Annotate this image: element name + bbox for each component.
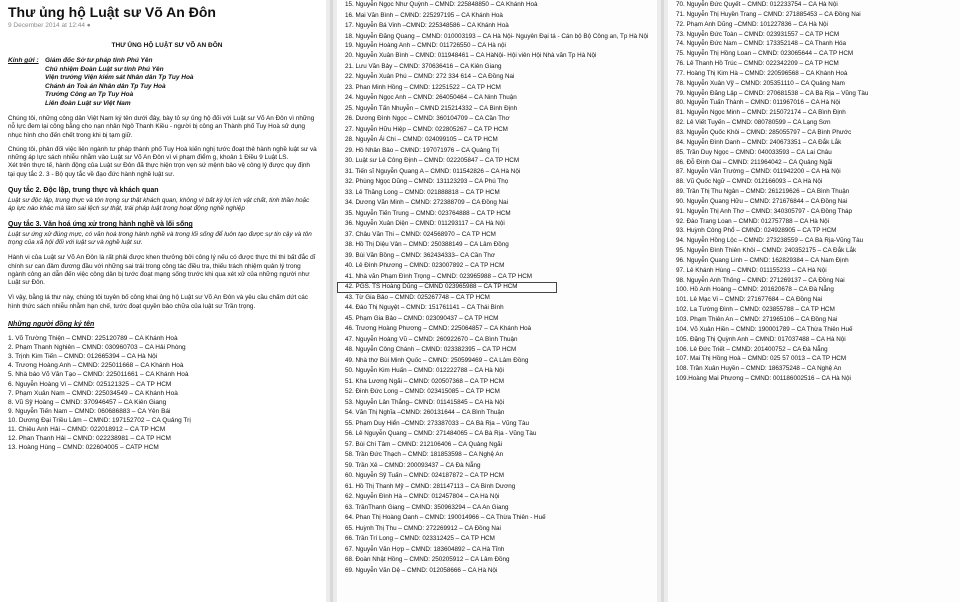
signer-entry: 15. Nguyễn Ngọc Như Quỳnh – CMND: 225848850 – CA Khánh Hoà: [345, 1, 538, 8]
signer-entry: 66. Trần Trí Long – CMND: 023312425 – CA TP HCM: [345, 535, 495, 542]
signer-entry: 58. Trần Đức Thạch – CMND: 181853598 – CA Nghệ An: [345, 451, 504, 458]
signer-entry: 87. Nguyễn Văn Trường – CMND: 011942200 – CA Hà Nội: [676, 168, 841, 176]
signer-entry: 85. Trần Duy Ngọc – CMND: 040033593 – CA Lai Châu: [676, 148, 832, 156]
signer-entry: 54. Văn Thị Nghĩa –CMND: 260131644 – CA Bình Thuận: [345, 409, 505, 416]
signer-entry: 45. Phạm Gia Bảo – CMND: 023090437 – CA TP HCM: [345, 314, 499, 322]
signer-entry: 3. Trịnh Kim Tiến – CMND: 012665394 – CA Hà Nội: [8, 353, 158, 361]
signer-entry: 4. Trương Hoàng Anh – CMND: 225011668 – CA Khánh Hoà: [8, 362, 184, 370]
signer-entry: 103. Phạm Thiên An – CMND: 271965106 – CA Đồng Nai: [676, 316, 838, 323]
signer-entry: 96. Nguyễn Quang Linh – CMND: 162829384 – CA Nam Định: [676, 256, 849, 264]
signer-entry: 53. Nguyễn Lân Thắng– CMND: 011415845 – CA Hà Nội: [345, 398, 505, 406]
paragraph-3: Xét trên thực tế, hành động của Luật sư Đôn đã thực hiện trọn vẹn sứ mệnh bảo vệ công lý được quy định tại quy tắc 2. 3 - Bộ quy tắc về đạo đức hành nghề luật sư.: [8, 162, 310, 178]
signer-entry: 65. Huỳnh Thị Thu – CMND: 272269912 – CA Đồng Nai: [345, 524, 501, 532]
recipient-item: Trưởng Công an Tp Tuy Hoà: [45, 91, 134, 98]
signer-entry: 86. Đỗ Đình Oai – CMND: 211964042 – CA Quảng Ngãi: [676, 158, 833, 166]
signer-entry: 43. Từ Gia Bảo – CMND: 025267748 – CA TP HCM: [345, 293, 490, 301]
signer-entry: 42. PGS. TS Hoàng Dũng – CMND 023965988 – CA TP HCM: [337, 282, 557, 293]
rule-2-heading: Quy tắc 2. Độc lập, trung thực và khách quan: [8, 187, 159, 195]
signer-entry: 39. Bùi Văn Bồng – CMND: 362434333– CA Cần Thơ: [345, 251, 495, 259]
signer-entry: 23. Phan Minh Hồng – CMND: 12251522 – CA TP HCM: [345, 83, 501, 91]
signer-entry: 109.Hoàng Mai Phương – CMND: 001186002516 – CA Hà Nội: [676, 375, 851, 383]
signer-entry: 69. Nguyễn Văn Dệ – CMND: 012058666 – CA Hà Nội: [345, 566, 498, 574]
signer-entry: 94. Nguyễn Hồng Lộc – CMND: 273238559 – CA Bà Rịa-Vũng Tàu: [676, 237, 864, 245]
signer-entry: 35. Nguyễn Tiến Trung – CMND: 023764888 – CA TP HCM: [345, 209, 511, 217]
signer-entry: 95. Nguyễn Đình Thiên Khôi – CMND: 240352175 – CA Đắk Lắk: [676, 247, 857, 255]
signer-entry: 81. Nguyễn Ngọc Minh – CMND: 215072174 – CA Bình Định: [676, 109, 846, 117]
post-date: 9 December 2014 at 12:44 ●: [8, 22, 91, 29]
signer-entry: 63. TrầnThanh Giang – CMND: 350963294 – CA An Giang: [345, 503, 509, 511]
signer-entry: 89. Trần Thị Thu Ngân – CMND: 261219626 – CA Bình Thuận: [676, 188, 850, 196]
signer-entry: 22. Nguyễn Xuân Phú – CMND: 272 334 614 – CA Đồng Nai: [345, 73, 515, 80]
signer-entry: 77. Hoàng Thị Kim Hà – CMND: 220596568 – CA Khánh Hoà: [676, 69, 848, 77]
signer-entry: 20. Nguyễn Xuân Bình – CMND: 011948461 – CA HàNội- Hội viên Hội Nhà văn Tp Hà Nội: [345, 52, 597, 59]
letter-heading: THƯ ỦNG HỘ LUẬT SƯ VÕ AN ĐÔN: [111, 42, 223, 49]
signer-entry: 57. Bùi Chí Tâm – CMND: 212106406 – CA Quảng Ngãi: [345, 440, 503, 448]
signer-entry: 49. Nhà thơ Bùi Minh Quốc – CMND: 250599469 – CA Lâm Đồng: [345, 356, 529, 364]
signer-entry: 91. Nguyễn Thị Anh Thơ – CMND: 340305797 - CA Đồng Tháp: [676, 207, 853, 215]
signers-list-1: [8, 334, 326, 452]
signers-list-2: [337, 0, 657, 576]
rule-2-body: Luật sư độc lập, trung thực và tôn trọng sự thật khách quan, không vì bất kỳ lợi ích vật chất, tinh thần hoặc áp lực nào khác mà làm sai lệch sự thật, trái pháp luật trong hoạt động nghề nghiệp: [8, 196, 310, 212]
signer-entry: 17. Nguyễn Bá Vinh –CMND: 225348586 – CA Khánh Hoà: [345, 22, 509, 29]
signer-entry: 28. Nguyễn Ái Chi – CMND: 024099105 – CA TP HCM: [345, 136, 498, 143]
signer-entry: 36. Nguyễn Xuân Diện – CMND: 011293117 – CA Hà Nội: [345, 220, 505, 227]
signer-entry: 5. Nhà báo Võ Văn Tạo – CMND: 225011661 – CA Khánh Hoà: [8, 371, 189, 379]
signer-entry: 70. Nguyễn Đức Quyết – CMND: 012233754 – CA Hà Nội: [676, 1, 838, 8]
signer-entry: 79. Nguyễn Đăng Lập – CMND: 270681538 – CA Bà Rịa – Vũng Tàu: [676, 89, 869, 97]
signer-entry: 80. Nguyễn Tuấn Thành – CMND: 011967016 – CA Hà Nội: [676, 99, 841, 107]
signer-entry: 18. Nguyễn Đăng Quang – CMND: 010003193 – CA Hà Nội- Nguyên Đại tá - Cán bộ Bộ Công an, Tp Hà Nội: [345, 32, 649, 40]
signers-column-2: [337, 0, 657, 602]
paragraph-1: Chúng tôi, những công dân Việt Nam ký tên dưới đây, bày tỏ sự ủng hộ đối với Luật sư Võ An Đôn vì những nỗ lực đem lại công bằng cho nạn nhân Ngô Thanh Kiều - người bị công an Thành phố Tuy Hoà sử dụng nhục hình cho đến chết trong khi bị tạm giữ.: [8, 115, 315, 139]
recipient-item: Viện trưởng Viện kiểm sát Nhân dân Tp Tuy Hoà: [45, 74, 194, 81]
signer-entry: 11. Chiêu Anh Hải – CMND: 022018912 – CA TP HCM: [8, 425, 166, 433]
signer-entry: 8. Vũ Sỹ Hoàng – CMND: 370946457 – CA Kiên Giang: [8, 398, 167, 406]
signer-entry: 38. Hồ Thị Diệu Vân – CMND: 250388149 – CA Lâm Đồng: [345, 241, 509, 248]
signer-entry: 7. Phạm Xuân Nam – CMND: 225034549 – CA Khánh Hoà: [8, 389, 178, 397]
recipients-label: Kính gửi :: [8, 57, 39, 64]
rule-3-body: Luật sư ứng xử đúng mực, có văn hoá trong hành nghề và trong lối sống để luôn tạo được sự tin cậy và tôn trọng của xã hội đối với luật sư và nghề luật sư.: [8, 230, 312, 246]
paragraph-4: Hành vi của Luật sư Võ An Đôn là rất phải được khen thưởng bởi công lý nếu có được thực thi thì bất đắc dĩ chính sư can đảm đương đầu với những sai trái trong công tác điều tra, thiếu trách nhiệm quản lý trong ngành công an dẫn đến việc công dân bị tước đoạt mạng sống trước khi qua xét xử của những người như Luật sư Đôn.: [8, 254, 316, 287]
signer-entry: 76. Lê Thanh Hồ Trúc – CMND: 022342209 – CA TP HCM: [676, 60, 839, 68]
paragraph-5: Vì vậy, bằng lá thư này, chúng tôi tuyên bố công khai ủng hộ Luật sư Võ An Đôn và yêu cầu chấm dứt các hình thức sách nhiễu nhằm hạn chế, tước đoạt quyền bảo chữa của luật sư Trần trọng.: [8, 294, 309, 310]
signer-entry: 16. Mai Văn Bình – CMND: 225297195 – CA Khánh Hoà: [345, 11, 503, 19]
signer-entry: 104. Võ Xuân Hiền – CMND: 190001789 – CA Thừa Thiên Huế: [676, 325, 853, 333]
signer-entry: 19. Nguyễn Hoàng Anh – CMND: 011726550 – CA Hà nội: [345, 41, 506, 49]
signers-list-3: [668, 0, 960, 384]
recipient-item: Liên đoàn Luật sư Việt Nam: [45, 99, 131, 107]
signer-entry: 31. Tiến sĩ Nguyễn Quang A – CMND: 011542826 – CA Hà Nội: [345, 167, 521, 175]
signer-entry: 75. Nguyễn Thị Hồng Loan – CMND: 023065644 – CA TP HCM: [676, 50, 854, 58]
letter-column: [0, 0, 326, 602]
signer-entry: 83. Nguyễn Quốc Khôi – CMND: 285055797 – CA Bình Phước: [676, 128, 852, 136]
signer-entry: 72. Phạm Anh Dũng –CMND: 101227836 – CA Hà Nội: [676, 20, 828, 28]
signer-entry: 40. Lê Đình Phương – CMND: 023007892 – CA TP HCM: [345, 262, 505, 269]
signer-entry: 64. Phan Thị Hoàng Oanh – CMND: 190014966 – CA Thừa Thiên - Huế: [345, 514, 546, 521]
signer-entry: 29. Hồ Nhân Bảo – CMND: 197071976 – CA Quảng Trị: [345, 146, 500, 154]
rule-3-heading: Quy tắc 3. Văn hoá ứng xử trong hành nghề và lối sống: [8, 221, 193, 229]
signer-entry: 6. Nguyễn Hoàng Vi – CMND: 025121325 – CA TP HCM: [8, 380, 172, 388]
signer-entry: 52. Đinh Đức Long – CMND: 023415085 – CA TP HCM: [345, 388, 500, 395]
signer-entry: 2. Phạm Thanh Nghiên – CMND: 030960703 – CA Hải Phòng: [8, 344, 186, 352]
signer-entry: 51. Kha Lương Ngãi – CMND: 020507368 – CA TP HCM: [345, 377, 504, 385]
signer-entry: 37. Châu Văn Thi – CMND: 024568970 – CA TP HCM: [345, 230, 496, 238]
signer-entry: 10. Dương Đại Triều Lâm – CMND: 197152702 – CA Quảng Trị: [8, 416, 191, 424]
signer-entry: 84. Nguyễn Đình Danh – CMND: 240673351 – CA Đắk Lắk: [676, 138, 842, 146]
signer-entry: 41. Nhà văn Phạm Đình Trọng – CMND: 023965988 – CA TP HCM: [345, 272, 533, 280]
signer-entry: 105. Đặng Thị Quỳnh Anh – CMND: 017037488 – CA Hà Nội: [676, 335, 846, 343]
recipient-item: Chánh án Toà án Nhân dân Tp Tuy Hoà: [45, 82, 166, 90]
signer-entry: 26. Dương Đình Ngọc – CMND: 360104709 – CA Cần Thơ: [345, 115, 510, 122]
signer-entry: 30. Luật sư Lê Công Định – CMND: 022205847 – CA TP HCM: [345, 157, 520, 164]
signer-entry: 33. Lê Thăng Long – CMND: 021888818 – CA TP HCM: [345, 188, 500, 196]
signer-entry: 74. Nguyễn Đức Nam – CMND: 173352148 – CA Thanh Hóa: [676, 40, 847, 48]
signer-entry: 88. Vũ Quốc Ngữ – CMND: 012166093 – CA Hà Nội: [676, 178, 823, 186]
signer-entry: 82. Lê Viết Tuyến – CMND: 080780599 – CA Lạng Sơn: [676, 119, 831, 127]
signer-entry: 56. Lê Nguyễn Quang – CMND: 271484065 – CA Bà Rịa - Vũng Tàu: [345, 430, 537, 437]
signer-entry: 92. Đào Trang Loan – CMND: 012757788 – CA Hà Nội: [676, 217, 829, 225]
signer-entry: 68. Đoàn Nhật Hồng – CMND: 250205912 – CA Lâm Đồng: [345, 556, 510, 563]
signer-entry: 71. Nguyễn Thị Huyền Trang – CMND: 271885453 – CA Đồng Nai: [676, 10, 861, 18]
signer-entry: 97. Lê Khánh Hùng – CMND: 011155233 – CA Hà Nội: [676, 266, 827, 274]
signer-entry: 61. Hồ Thị Thanh Mỹ – CMND: 281147113 – CA Bình Dương: [345, 482, 516, 490]
signers-heading: Những người đồng ký tên: [8, 321, 95, 329]
signer-entry: 46. Trương Hoàng Phương – CMND: 225064857 – CA Khánh Hoà: [345, 325, 532, 332]
signer-entry: 67. Nguyễn Văn Hợp – CMND: 183604892 – CA Hà Tĩnh: [345, 545, 505, 553]
signer-entry: 73. Nguyễn Đức Toàn – CMND: 023931557 – CA TP HCM: [676, 30, 840, 38]
signer-entry: 21. Lưu Văn Bảy – CMND: 370636416 – CA Kiên Giang: [345, 62, 502, 70]
recipients-block: [8, 57, 326, 108]
signer-entry: 32. Phùng Ngọc Dũng – CMND: 131123293 – CA Phú Thọ: [345, 178, 509, 185]
column-divider: [326, 0, 337, 602]
signer-entry: 44. Đào Thị Nguyệt – CMND: 151761141 – CA Thái Bình: [345, 304, 504, 311]
post-title: Thư ủng hộ Luật sư Võ An Đôn: [8, 4, 216, 20]
signer-entry: 13. Hoàng Hùng – CMND: 022604005 – CATP HCM: [8, 444, 159, 452]
signer-entry: 24. Nguyễn Ngọc Anh – CMND: 264050464 – CA Ninh Thuận: [345, 94, 517, 101]
recipient-item: Giám đốc Sở tư pháp tỉnh Phú Yên: [45, 57, 153, 64]
recipient-item: Chủ nhiệm Đoàn Luật sư tỉnh Phú Yên: [45, 65, 164, 73]
column-divider: [657, 0, 668, 602]
signer-entry: 48. Nguyễn Công Chánh – CMND: 023382395 – CA TP HCM: [345, 346, 517, 353]
recipients-list: [45, 57, 194, 108]
paragraph-2: Chúng tôi, phản đối việc liên ngành tư pháp thành phố Tuy Hoà kiến nghị tước đoạt thẻ hành nghề luật sư và những áp lực sách nhiễu nhằm vào Luật sư Võ An Đôn vì vi phạm điểm g, khoản 1 Điều 9 Luật LS.: [8, 145, 317, 162]
signer-entry: 101. Lê Mạc Vi – CMND: 271677684 – CA Đồng Nai: [676, 296, 823, 304]
signer-entry: 100. Hồ Anh Hoàng – CMND: 201620678 – CA Đà Nẵng: [676, 286, 834, 294]
signer-entry: 106. Lê Đức Triết – CMND: 201400752 – CA Đà Nẵng: [676, 345, 828, 353]
signers-column-3: [668, 0, 960, 602]
signer-entry: 98. Nguyễn Anh Thống – CMND: 271269137 – CA Đồng Nai: [676, 276, 845, 284]
signer-entry: 60. Nguyễn Sỹ Tuấn – CMND: 024187872 – CA TP HCM: [345, 472, 505, 479]
signer-entry: 47. Nguyễn Hoàng Vũ – CMND: 260922670 – CA Bình Thuận: [345, 335, 518, 343]
signer-entry: 9. Nguyễn Tiến Nam – CMND: 060686883 – CA Yên Bái: [8, 407, 171, 415]
signer-entry: 102. La Tường Đình – CMND: 023855788 – CA TP HCM: [676, 306, 835, 314]
signer-entry: 55. Phạm Duy Hiển –CMND: 273387033 – CA Bà Rịa – Vũng Tàu: [345, 419, 529, 427]
signer-entry: 78. Nguyễn Xuân Vỹ – CMND: 205351110 – CA Quảng Nam: [676, 79, 845, 87]
signer-entry: 50. Nguyễn Kim Huấn – CMND: 012222788 – CA Hà Nội: [345, 367, 504, 374]
signer-entry: 1. Võ Trường Thiện – CMND: 225120789 – CA Khánh Hoà: [8, 335, 178, 343]
signer-entry: 93. Huỳnh Công Phổ – CMND: 024928905 – CA TP HCM: [676, 227, 837, 235]
signer-entry: 108. Trần Xuân Huyền – CMND: 186375248 – CA Nghệ An: [676, 365, 842, 373]
signer-entry: 107. Mai Thị Hồng Hoà – CMND: 025 57 0013 – CA TP HCM: [676, 355, 847, 363]
signer-entry: 34. Dương Văn Minh – CMND: 272388709 – CA Đồng Nai: [345, 199, 509, 206]
signer-entry: 12. Phan Thanh Hải – CMND: 022238981 – CA TP HCM: [8, 435, 171, 443]
signer-entry: 62. Nguyễn Đình Hà – CMND: 012457804 – CA Hà Nội: [345, 493, 500, 500]
signer-entry: 27. Nguyễn Hữu Hiệp – CMND: 022805267 – CA TP HCM: [345, 125, 508, 133]
signer-entry: 25. Nguyễn Tấn Nhuyễn – CMND 215214332 – CA Bình Định: [345, 104, 518, 112]
signer-entry: 59. Trần Xê – CMND: 200093437 – CA Đà Nẵng: [345, 461, 481, 469]
signer-entry: 90. Nguyễn Quang Hữu – CMND: 271676844 – CA Đồng Nai: [676, 197, 848, 205]
